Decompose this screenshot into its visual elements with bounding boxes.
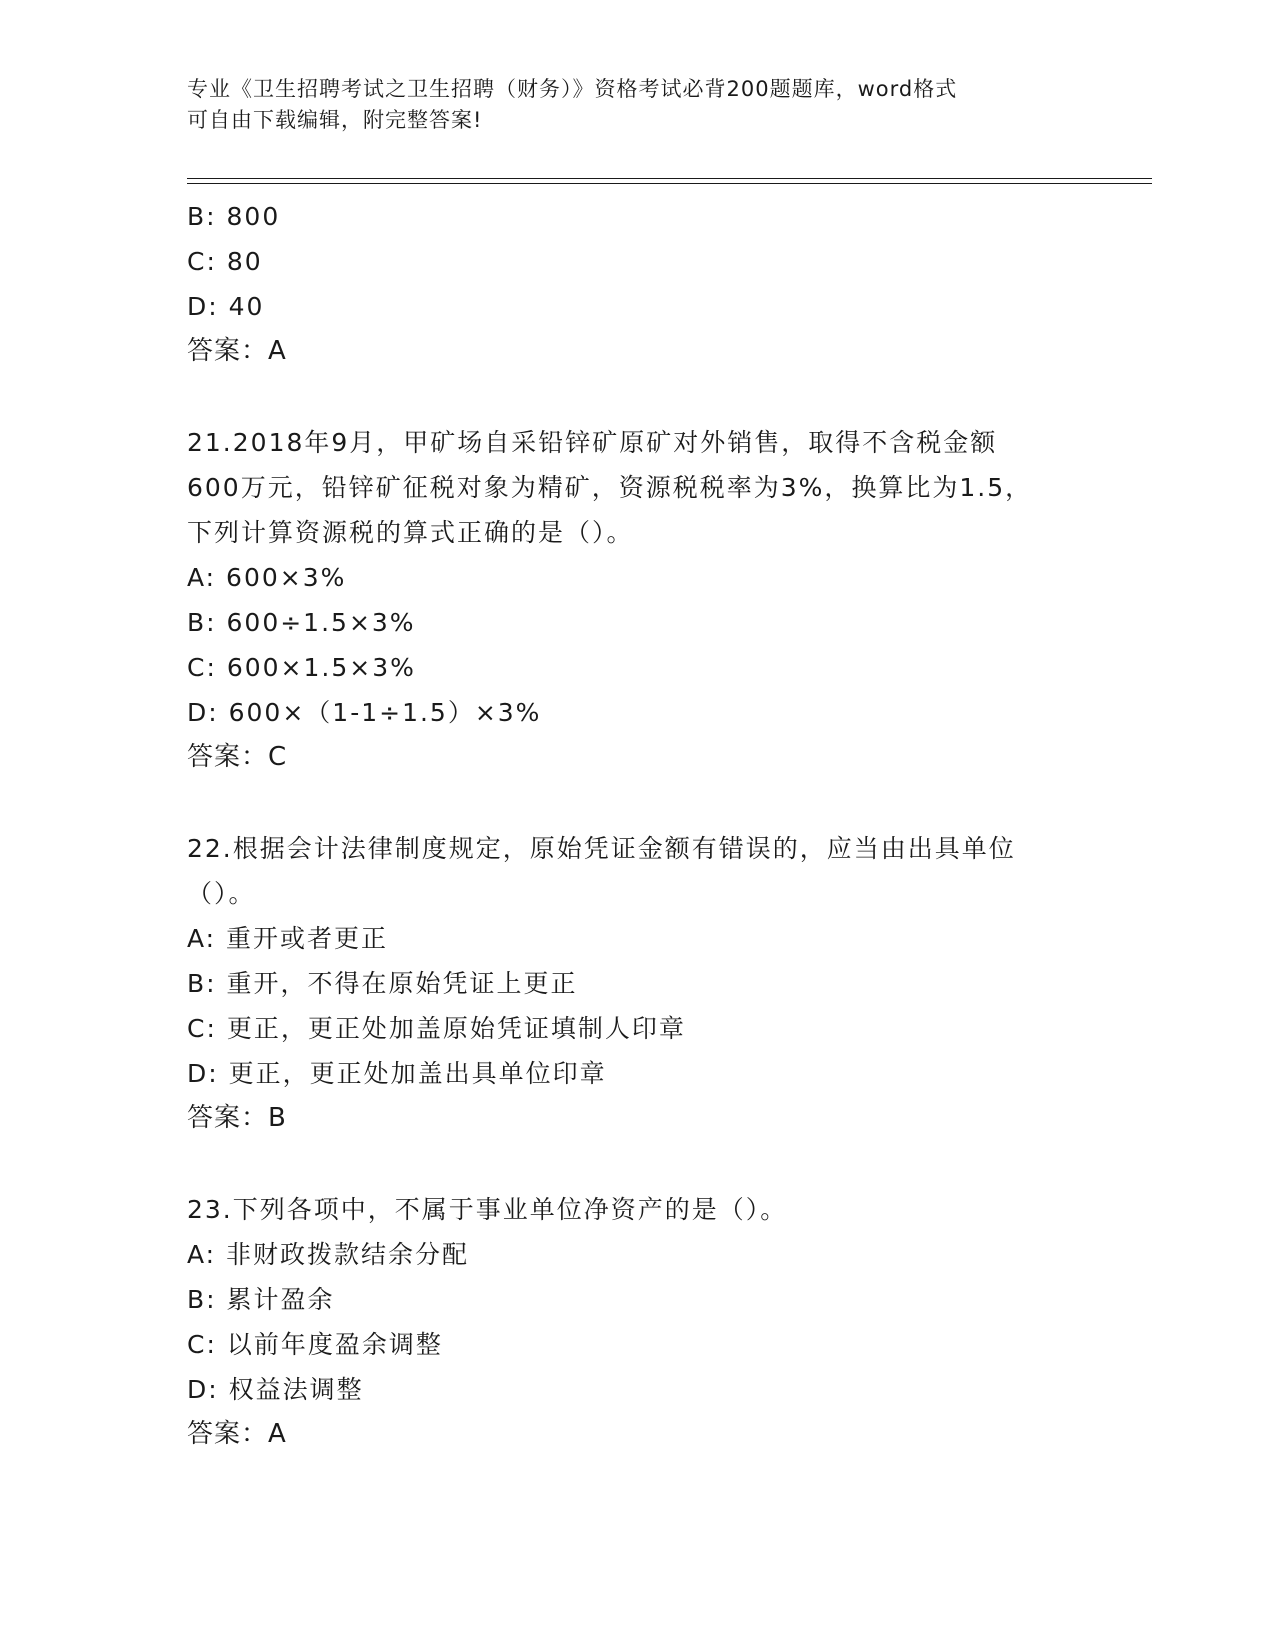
- question-text: [187, 1187, 1087, 1232]
- question-text: [187, 420, 1087, 555]
- option-c: C: 80: [187, 247, 263, 276]
- header-divider-top: [187, 178, 1152, 179]
- question-20-continuation: [187, 194, 1087, 374]
- option-c: C: 以前年度盈余调整: [187, 1330, 443, 1359]
- question-text-line: （）。: [187, 879, 256, 908]
- question-text-line: 下列计算资源税的算式正确的是（）。: [187, 518, 634, 547]
- question-21: [187, 420, 1087, 780]
- question-text-line: 23.下列各项中，不属于事业单位净资产的是（）。: [187, 1195, 788, 1224]
- question-list: [187, 194, 1087, 1457]
- answer-label: 答案：C: [187, 742, 288, 772]
- question-23: [187, 1187, 1087, 1457]
- option-b: B: 800: [187, 202, 281, 231]
- question-22: [187, 826, 1087, 1141]
- question-text-line: 22.根据会计法律制度规定，原始凭证金额有错误的，应当由出具单位: [187, 834, 1016, 863]
- document-header: [187, 74, 1087, 136]
- option-b: B: 累计盈余: [187, 1285, 335, 1314]
- option-a: A: 重开或者更正: [187, 924, 389, 953]
- question-text-line: 600万元，铅锌矿征税对象为精矿，资源税税率为3%，换算比为1.5，: [187, 473, 1033, 502]
- answer-label: 答案：B: [187, 1103, 287, 1133]
- option-d: D: 权益法调整: [187, 1375, 364, 1404]
- header-divider-bottom: [187, 183, 1152, 184]
- header-title-line-2: 可自由下载编辑，附完整答案!: [187, 108, 483, 132]
- question-text-line: 21.2018年9月，甲矿场自采铅锌矿原矿对外销售，取得不含税金额: [187, 428, 998, 457]
- option-d: D: 600×（1-1÷1.5）×3%: [187, 698, 542, 727]
- option-b: B: 重开，不得在原始凭证上更正: [187, 969, 578, 998]
- option-a: A: 非财政拨款结余分配: [187, 1240, 470, 1269]
- header-title-line-1: 专业《卫生招聘考试之卫生招聘（财务）》资格考试必背200题题库，word格式: [187, 77, 958, 101]
- option-d: D: 40: [187, 292, 265, 321]
- option-c: C: 更正，更正处加盖原始凭证填制人印章: [187, 1014, 686, 1043]
- question-text: [187, 826, 1087, 916]
- option-d: D: 更正，更正处加盖出具单位印章: [187, 1059, 607, 1088]
- answer-label: 答案：A: [187, 336, 287, 366]
- answer-label: 答案：A: [187, 1419, 287, 1449]
- option-c: C: 600×1.5×3%: [187, 653, 416, 682]
- option-a: A: 600×3%: [187, 563, 347, 592]
- option-b: B: 600÷1.5×3%: [187, 608, 416, 637]
